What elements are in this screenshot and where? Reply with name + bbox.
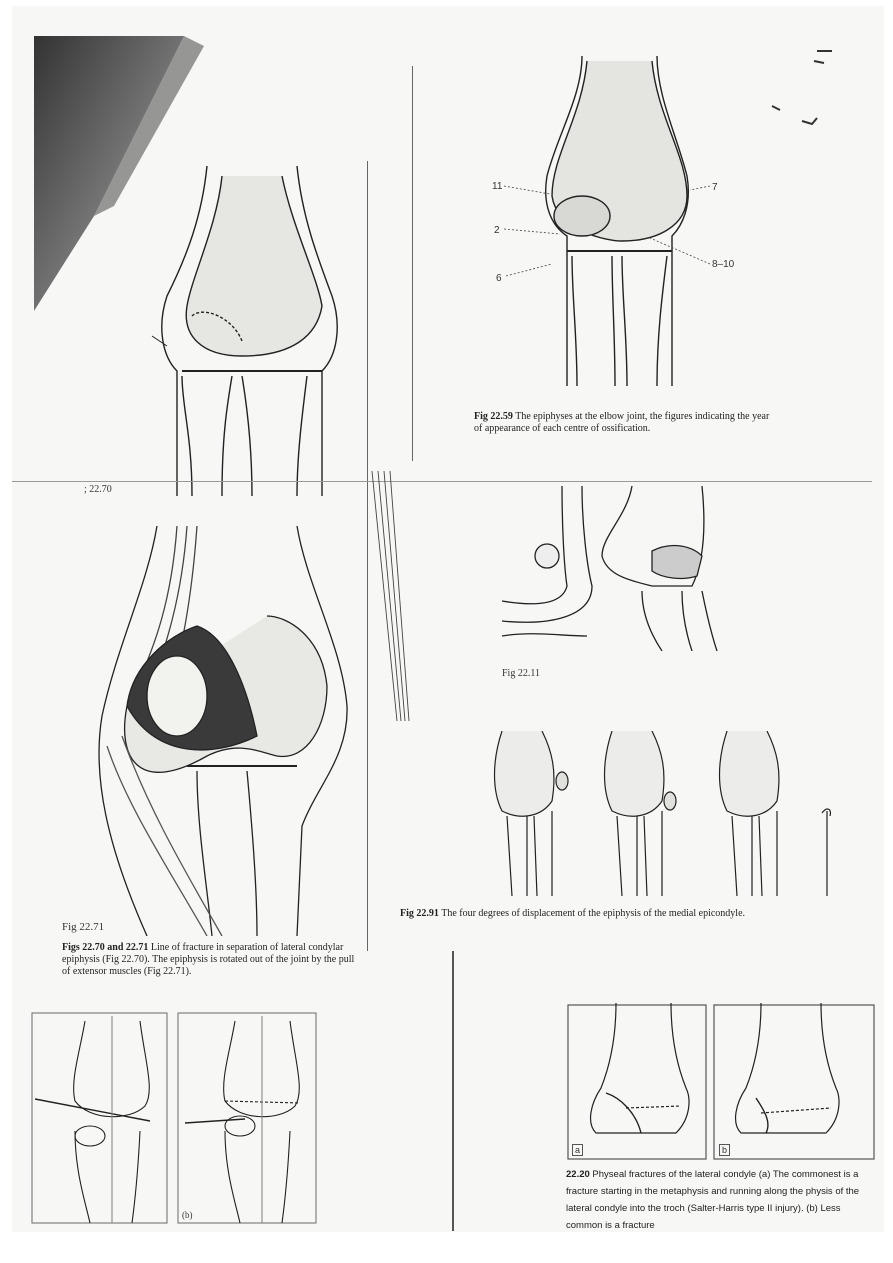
figure-22-11-lateral-elbow xyxy=(492,486,722,651)
caption-fig-22-91 xyxy=(400,908,820,920)
ossification-leader-lines xyxy=(490,176,720,286)
caption-figs-22-70-71-label: Figs 22.70 and 22.71 xyxy=(62,942,149,953)
scan-marks xyxy=(762,46,852,136)
divider-vertical-bottom xyxy=(452,951,454,1231)
caption-fig-22-20-text: Physeal fractures of the lateral condyle (a) The commonest is a fracture starting in the metaphysis and running along the physis of the lateral condyle into the troch (Salter-Harris type II injury). (b) Less common is a fracture xyxy=(566,1169,860,1231)
divider-horizontal-mid xyxy=(12,481,872,482)
caption-fig-22-59 xyxy=(474,411,774,435)
ossification-label-8-10: 8–10 xyxy=(712,259,735,270)
caption-fig-22-91-label: Fig 22.91 xyxy=(400,908,439,919)
caption-fig-22-20 xyxy=(566,1166,871,1234)
figure-bottom-left-panels xyxy=(30,1011,320,1226)
figure-22-70-elbow-drawing xyxy=(132,166,352,496)
caption-fig-22-91-text: The four degrees of displacement of the epiphysis of the medial epicondyle. xyxy=(441,908,746,919)
ossification-label-2: 2 xyxy=(494,225,500,236)
scanned-page xyxy=(12,6,884,1232)
caption-figs-22-70-71-text: Line of fracture in separation of lateral condylar epiphysis (Fig 22.70). The epiphysis is rotated out of the joint by the pull of extensor muscles (Fig 22.71). xyxy=(62,942,355,977)
caption-fig-22-59-label: Fig 22.59 xyxy=(474,411,513,422)
figure-22-11-tag: Fig 22.11 xyxy=(502,668,540,679)
figure-22-71-rotated-epiphysis xyxy=(87,526,362,936)
divider-vertical-top-right xyxy=(412,66,413,461)
panel-label-a: a xyxy=(572,1144,583,1156)
panel-label-b-left: (b) xyxy=(182,1210,193,1220)
figure-22-71-tag: Fig 22.71 xyxy=(62,921,105,933)
figure-22-91-medial-epicondyle xyxy=(482,731,842,901)
figure-22-70-tag: ; 22.70 xyxy=(84,484,112,495)
scan-edge-lines xyxy=(367,471,412,721)
panel-label-b: b xyxy=(719,1144,730,1156)
figure-22-20-panels xyxy=(566,1003,876,1161)
caption-figs-22-70-71 xyxy=(62,942,362,978)
caption-fig-22-59-text: The epiphyses at the elbow joint, the figures indicating the year of appearance of each centre of ossification. xyxy=(474,411,770,434)
caption-fig-22-20-label: 22.20 xyxy=(566,1169,590,1180)
ossification-label-6: 6 xyxy=(496,273,502,284)
ossification-label-7: 7 xyxy=(712,182,718,193)
ossification-label-11: 11 xyxy=(492,181,503,192)
